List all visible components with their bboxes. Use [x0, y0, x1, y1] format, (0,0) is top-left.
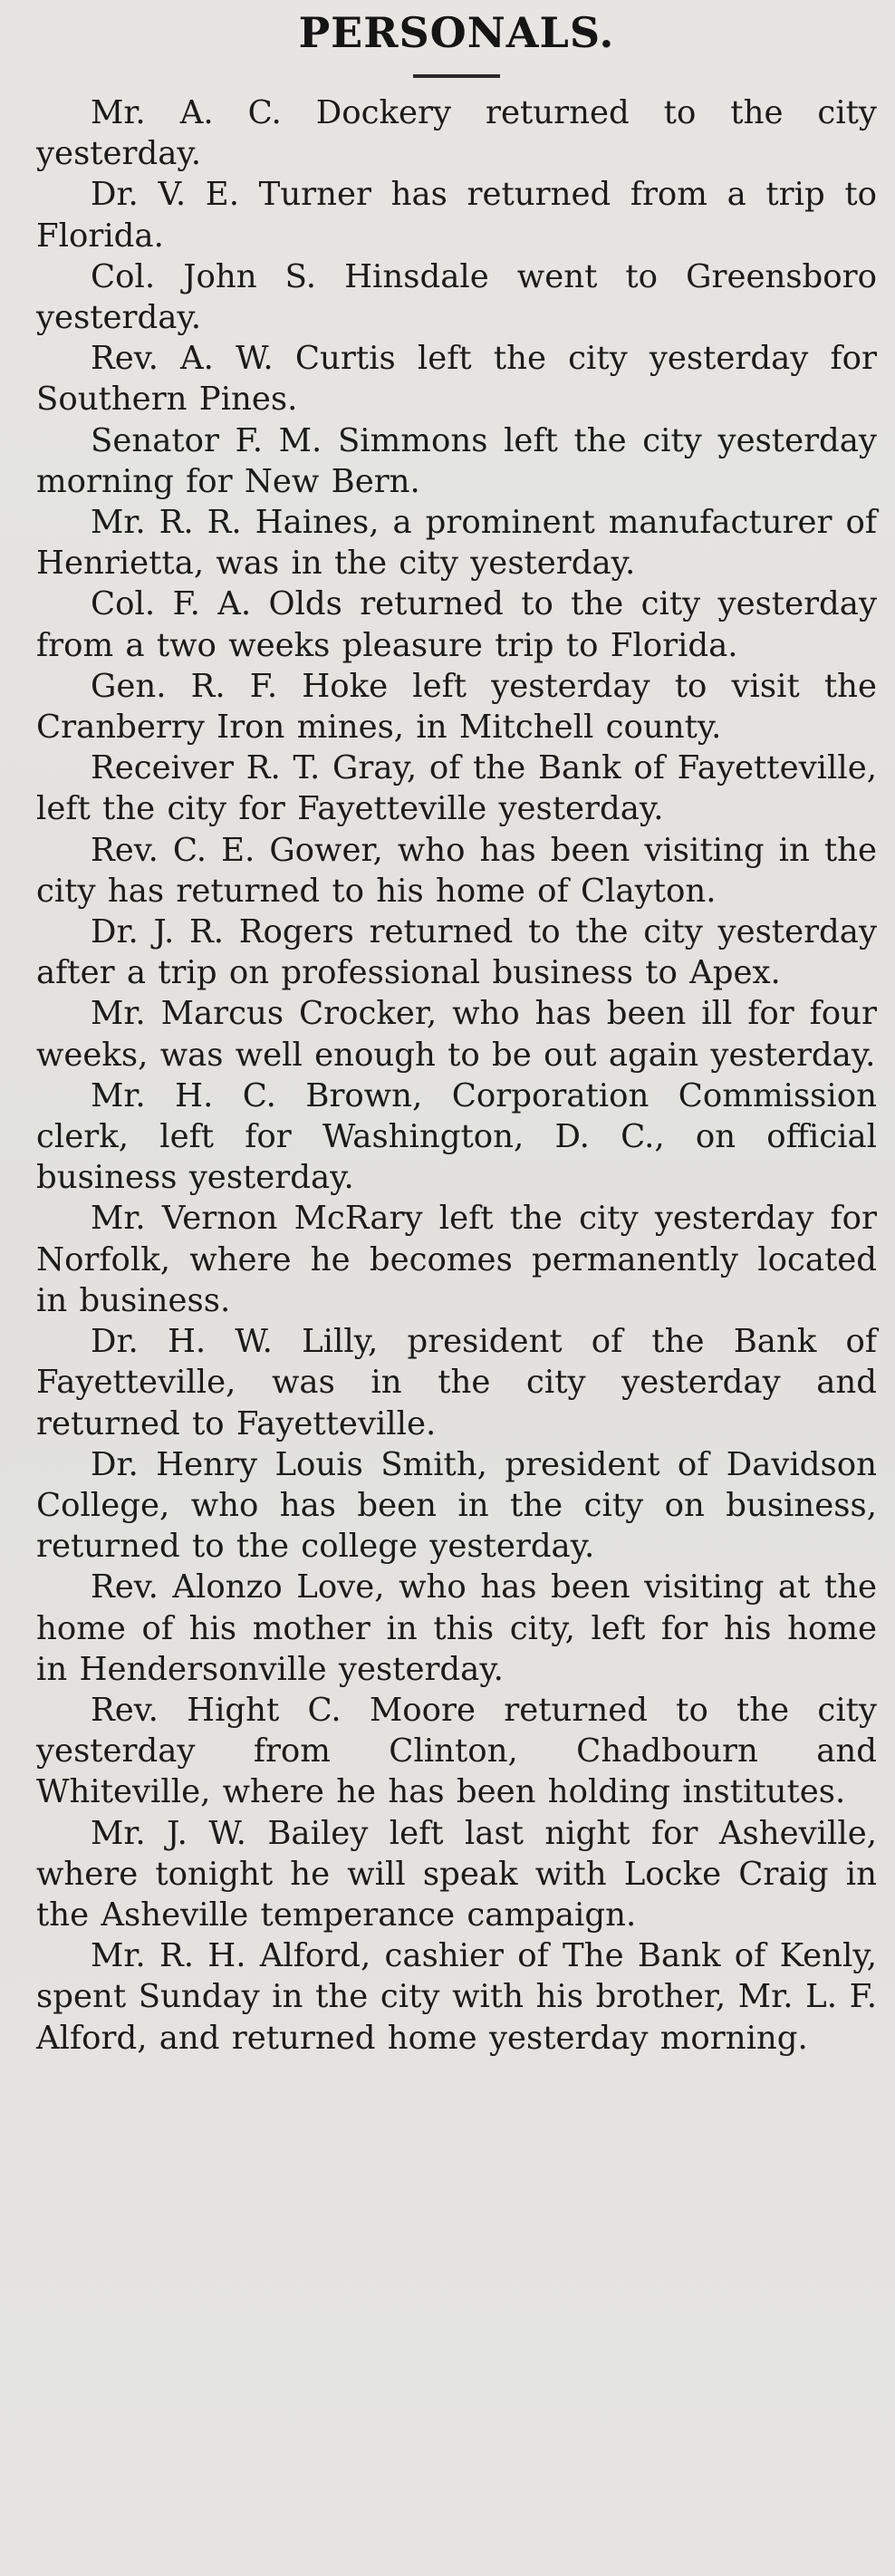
personal-item: Mr. R. H. Alford, cashier of The Bank of Kenly, spent Sunday in the city with his brother, Mr. L. F. Alford, and returned home yesterday morning. [36, 1937, 877, 2057]
personal-item: Rev. Alonzo Love, who has been visiting at the home of his mother in this city, left for his home in Hendersonville yesterday. [36, 1568, 877, 1688]
personal-item: Mr. H. C. Brown, Corporation Commission clerk, left for Washington, D. C., on official business yesterday. [36, 1076, 877, 1197]
personal-item: Rev. A. W. Curtis left the city yesterday for Southern Pines. [36, 340, 877, 419]
personal-item: Gen. R. F. Hoke left yesterday to visit the Cranberry Iron mines, in Mitchell county. [36, 667, 877, 747]
personal-item: Receiver R. T. Gray, of the Bank of Fayetteville, left the city for Fayetteville yesterday. [36, 749, 877, 828]
personal-item: Mr. Marcus Crocker, who has been ill for four weeks, was well enough to be out again yesterday. [36, 995, 877, 1074]
heading-rule [413, 74, 500, 78]
personal-item: Col. John S. Hinsdale went to Greensboro yesterday. [36, 257, 877, 337]
personal-item: Mr. A. C. Dockery returned to the city yesterday. [36, 94, 877, 173]
personal-item: Dr. V. E. Turner has returned from a trip to Florida. [36, 176, 877, 255]
personal-item: Col. F. A. Olds returned to the city yesterday from a two weeks pleasure trip to Florida. [36, 585, 877, 664]
personal-item: Dr. J. R. Rogers returned to the city yesterday after a trip on professional business to Apex. [36, 913, 877, 992]
section-heading: PERSONALS. [298, 8, 615, 57]
personal-item: Mr. R. R. Haines, a prominent manufacturer of Henrietta, was in the city yesterday. [36, 504, 877, 583]
personals-list [36, 92, 877, 2059]
personals-column [36, 5, 877, 2059]
personal-item: Rev. C. E. Gower, who has been visiting in the city has returned to his home of Clayton. [36, 831, 877, 910]
personal-item: Dr. H. W. Lilly, president of the Bank of Fayetteville, was in the city yesterday and returned to Fayetteville. [36, 1323, 877, 1442]
personal-item: Mr. J. W. Bailey left last night for Asheville, where tonight he will speak with Locke Craig in the Asheville temperance campaign. [36, 1814, 877, 1934]
personal-item: Rev. Hight C. Moore returned to the city yesterday from Clinton, Chadbourn and Whiteville, where he has been holding institutes. [36, 1691, 877, 1811]
personal-item: Dr. Henry Louis Smith, president of Davidson College, who has been in the city on business, returned to the college yesterday. [36, 1445, 877, 1566]
personal-item: Senator F. M. Simmons left the city yesterday morning for New Bern. [36, 421, 877, 500]
personal-item: Mr. Vernon McRary left the city yesterday for Norfolk, where he becomes permanently located in business. [36, 1200, 877, 1319]
